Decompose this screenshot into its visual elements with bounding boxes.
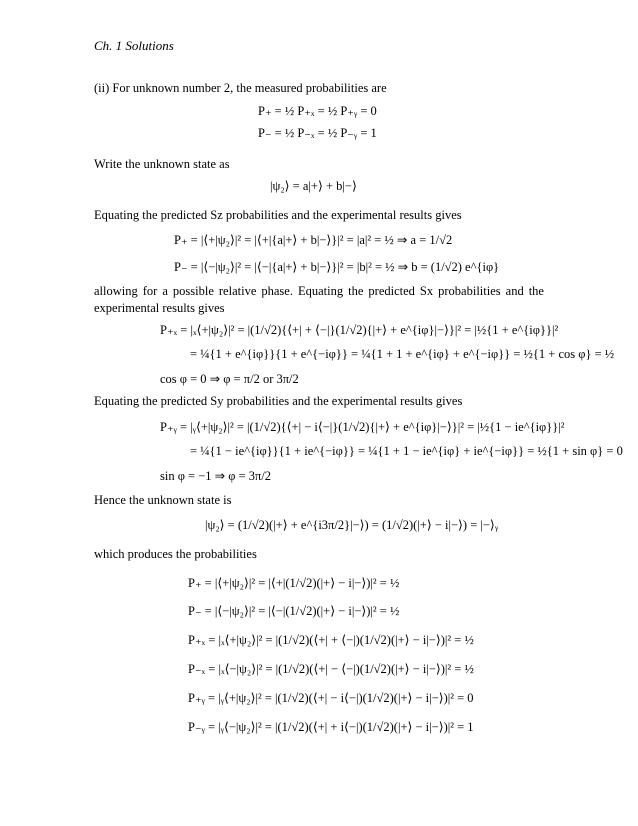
final-probability-plus-y: P₊ᵧ = |ᵧ⟨+|ψ₂⟩|² = |(1/√2)(⟨+| − i⟨−|)(1/√2)(|+⟩ − i|−⟩)|² = 0 (188, 691, 474, 705)
final-probability-minus-y: P₋ᵧ = |ᵧ⟨−|ψ₂⟩|² = |(1/√2)(⟨+| + i⟨−|)(1/√2)(|+⟩ − i|−⟩)|² = 1 (188, 720, 474, 734)
final-probability-plus: P₊ = |⟨+|ψ₂⟩|² = |⟨+|(1/√2)(|+⟩ − i|−⟩)|² = ½ (188, 576, 400, 590)
sz-equation-1: P₊ = |⟨+|ψ₂⟩|² = |⟨+|{a|+⟩ + b|−⟩}|² = |a|² = ½ ⇒ a = 1/√2 (174, 233, 453, 247)
state-intro-text: Write the unknown state as (94, 157, 230, 171)
chapter-header: Ch. 1 Solutions (94, 38, 174, 53)
sy-intro-text: Equating the predicted Sy probabilities and the experimental results gives (94, 394, 463, 408)
state-equation: |ψ₂⟩ = a|+⟩ + b|−⟩ (270, 179, 357, 193)
sy-equation-2: = ¼{1 − ie^{iφ}}{1 + ie^{−iφ}} = ¼{1 + 1 − ie^{iφ} + ie^{−iφ}} = ½{1 + sin φ} = 0 (190, 444, 623, 458)
sx-intro-text: allowing for a possible relative phase. Equating the predicted Sx probabilities and the experimental results gives (94, 284, 544, 315)
hence-intro-text: Hence the unknown state is (94, 493, 232, 507)
final-probability-minus: P₋ = |⟨−|ψ₂⟩|² = |⟨−|(1/√2)(|+⟩ − i|−⟩)|² = ½ (188, 604, 400, 618)
sz-intro-text: Equating the predicted Sz probabilities and the experimental results gives (94, 208, 462, 222)
sz-equation-2: P₋ = |⟨−|ψ₂⟩|² = |⟨−|{a|+⟩ + b|−⟩}|² = |b|² = ½ ⇒ b = (1/√2) e^{iφ} (174, 260, 500, 274)
final-probability-minus-x: P₋ₓ = |ₓ⟨−|ψ₂⟩|² = |(1/√2)(⟨+| − ⟨−|)(1/√2)(|+⟩ − i|−⟩)|² = ½ (188, 662, 474, 676)
produces-intro-text: which produces the probabilities (94, 547, 257, 561)
intro-text: (ii) For unknown number 2, the measured probabilities are (94, 81, 387, 95)
probabilities-row-2: P₋ = ½ P₋ₓ = ½ P₋ᵧ = 1 (258, 126, 377, 140)
sx-equation-3: cos φ = 0 ⇒ φ = π/2 or 3π/2 (160, 372, 299, 386)
probabilities-row-1: P₊ = ½ P₊ₓ = ½ P₊ᵧ = 0 (258, 104, 377, 118)
sy-equation-1: P₊ᵧ = |ᵧ⟨+|ψ₂⟩|² = |(1/√2){⟨+| − i⟨−|}(1/√2){|+⟩ + e^{iφ}|−⟩}|² = |½{1 − ie^{iφ}}|² (160, 420, 565, 434)
sy-equation-3: sin φ = −1 ⇒ φ = 3π/2 (160, 469, 272, 483)
final-probability-plus-x: P₊ₓ = |ₓ⟨+|ψ₂⟩|² = |(1/√2)(⟨+| + ⟨−|)(1/√2)(|+⟩ − i|−⟩)|² = ½ (188, 633, 474, 647)
sx-equation-1: P₊ₓ = |ₓ⟨+|ψ₂⟩|² = |(1/√2){⟨+| + ⟨−|}(1/√2){|+⟩ + e^{iφ}|−⟩}|² = |½{1 + e^{iφ}}|² (160, 323, 559, 337)
sx-equation-2: = ¼{1 + e^{iφ}}{1 + e^{−iφ}} = ¼{1 + 1 + e^{iφ} + e^{−iφ}} = ½{1 + cos φ} = ½ (190, 347, 615, 361)
hence-equation: |ψ₂⟩ = (1/√2)(|+⟩ + e^{i3π/2}|−⟩) = (1/√2)(|+⟩ − i|−⟩) = |−⟩ᵧ (205, 518, 499, 532)
